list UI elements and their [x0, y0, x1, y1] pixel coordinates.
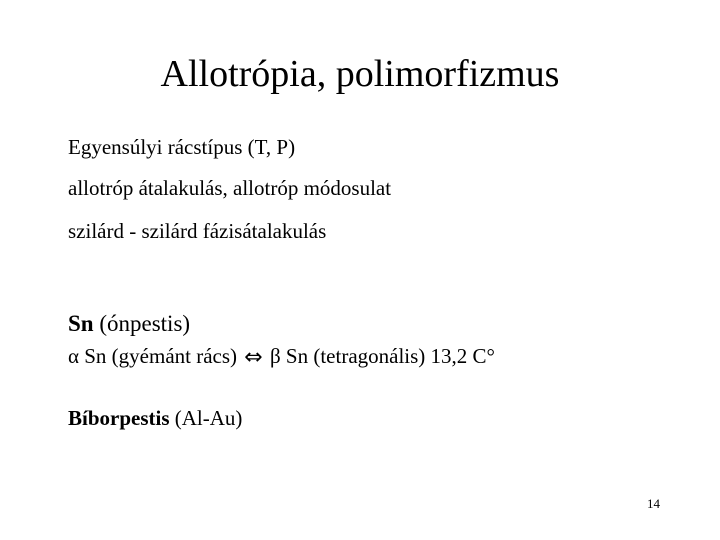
equilibrium-line: Egyensúlyi rácstípus (T, P) [68, 135, 296, 159]
double-arrow-icon: ⇔ [244, 345, 263, 370]
tin-plague-line [68, 309, 190, 339]
transformation-line: allotróp átalakulás, allotróp módosulat [68, 176, 392, 200]
purple-plague-line [68, 404, 242, 432]
alpha-tin-text: α Sn (gyémánt rács) [68, 344, 238, 368]
beta-tin-text: β Sn (tetragonális) 13,2 C° [269, 344, 495, 368]
purple-plague-name: Bíborpestis [68, 406, 170, 430]
page-number: 14 [647, 496, 660, 511]
purple-plague-label: (Al-Au) [169, 406, 243, 430]
tin-symbol: Sn [68, 311, 94, 336]
phase-change-line: szilárd - szilárd fázisátalakulás [68, 219, 327, 243]
tin-plague-label: (ónpestis) [93, 311, 191, 336]
tin-reaction-line [68, 342, 495, 370]
slide-title: Allotrópia, polimorfizmus [160, 53, 560, 95]
